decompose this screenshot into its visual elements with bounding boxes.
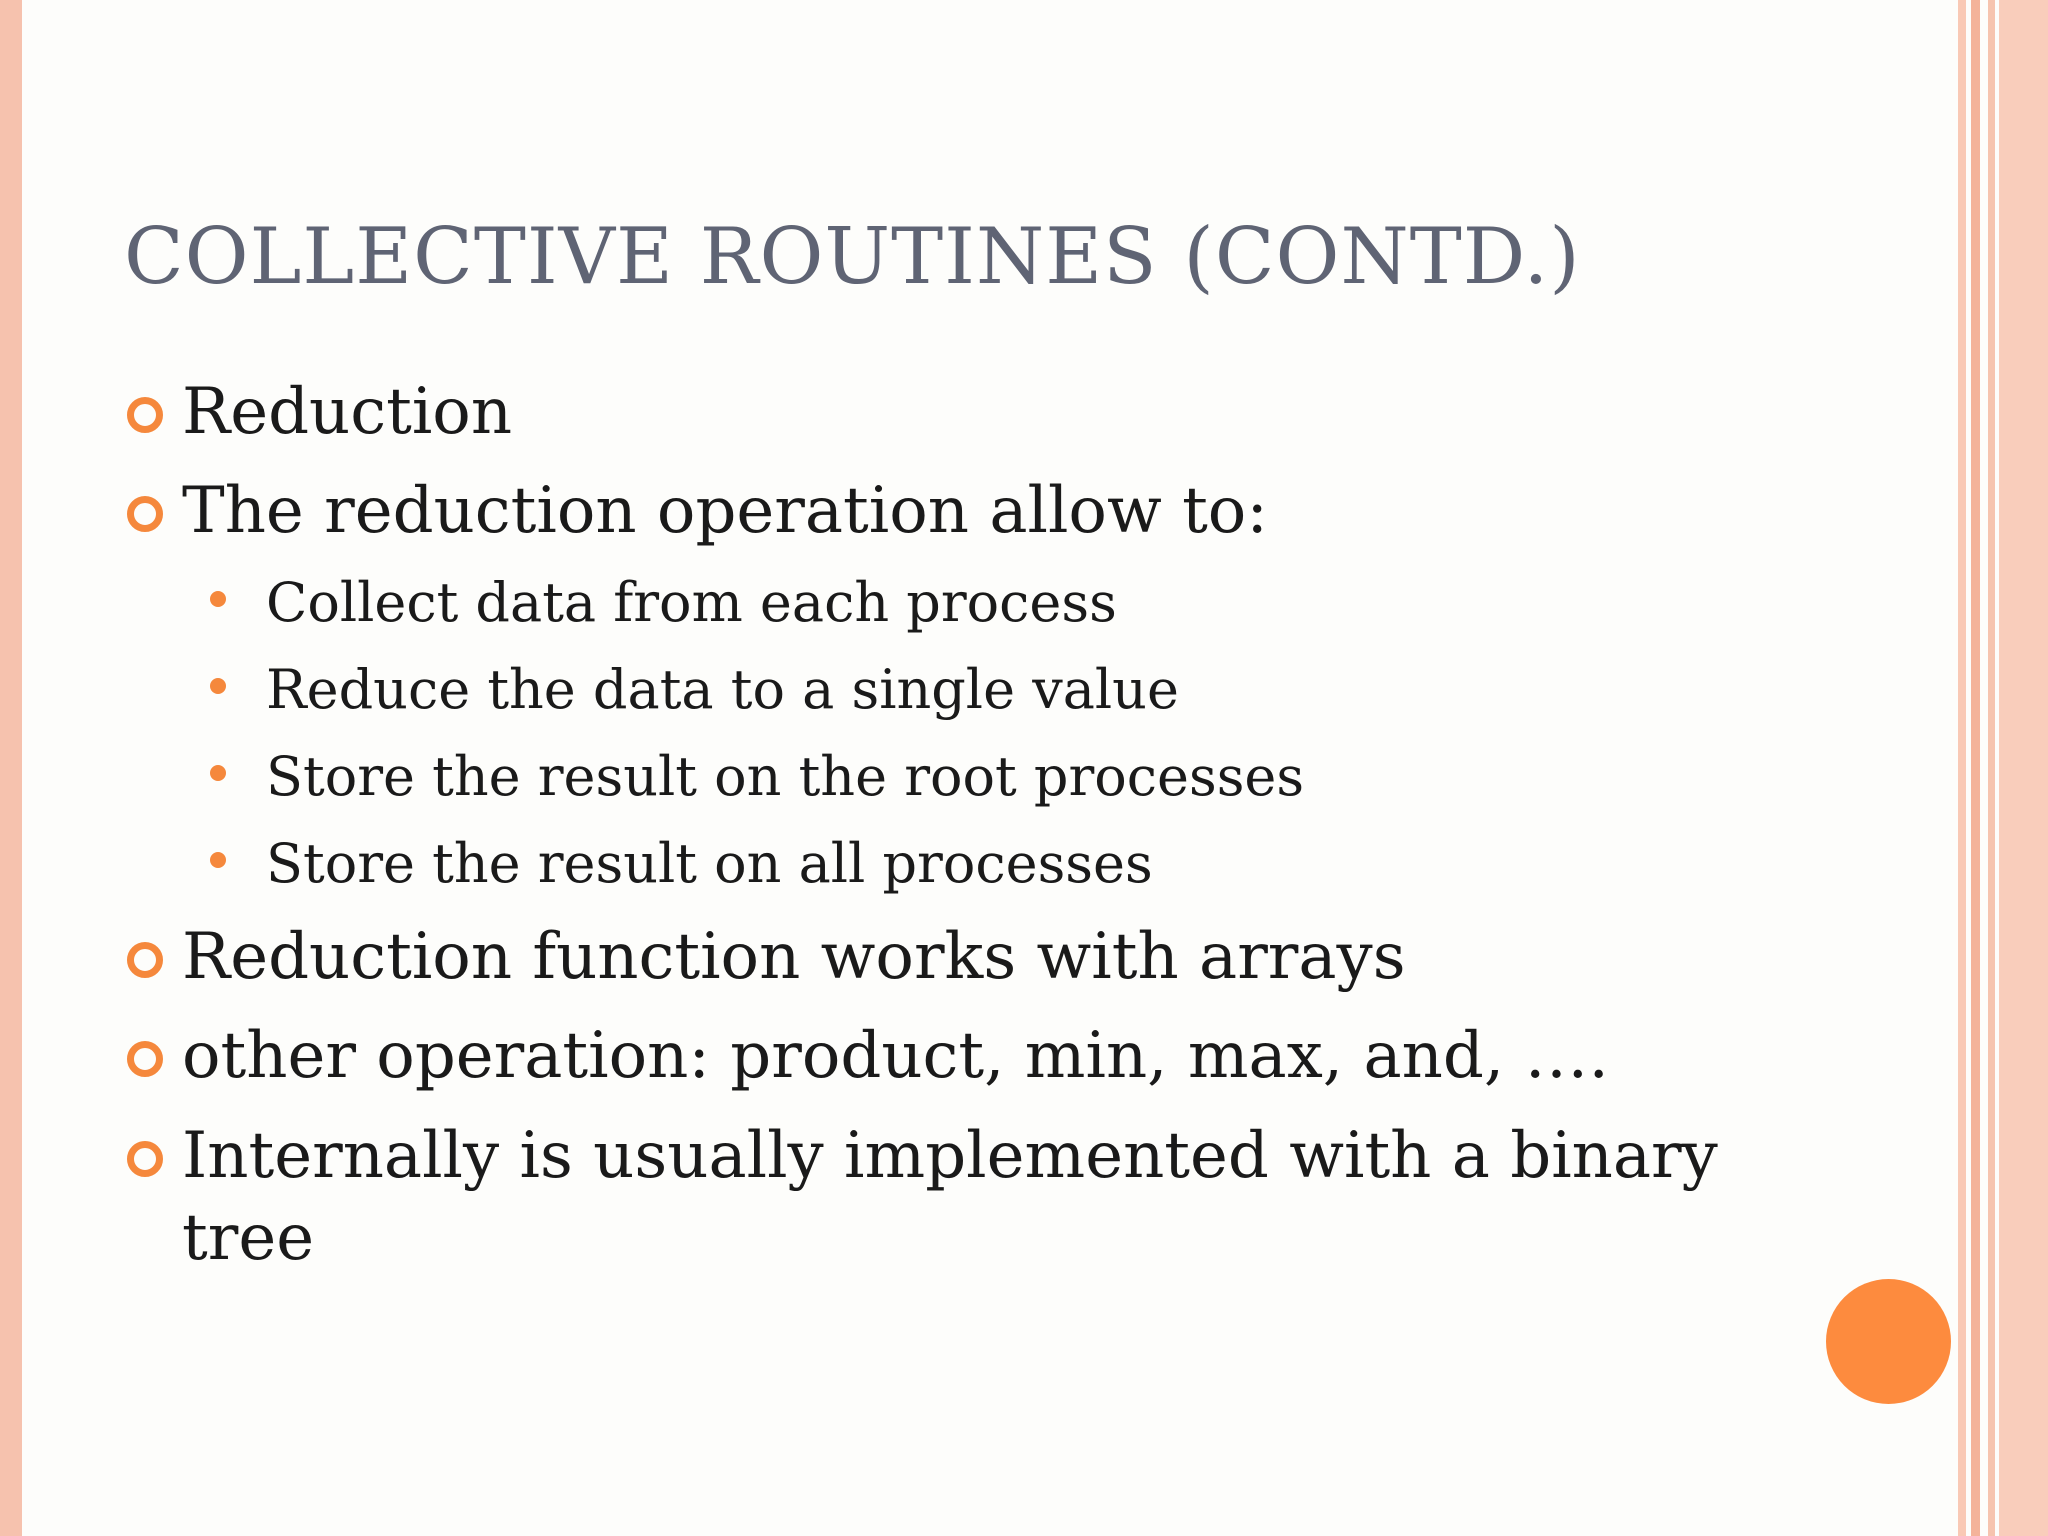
slide-title: COLLECTIVE ROUTINES (CONTD.) [124,212,1581,302]
right-stripe [1958,0,1966,1536]
dot-bullet-icon [210,765,226,781]
sub-bullet-item: Store the result on the root processes [266,745,1305,808]
dot-bullet-icon [210,852,226,868]
right-stripe [1971,0,1980,1536]
ring-bullet-icon [127,1041,163,1077]
orange-circle-decoration [1826,1279,1951,1404]
right-stripe [1999,0,2048,1536]
sub-bullet-item: Store the result on all processes [266,832,1153,895]
left-border-decoration [0,0,22,1536]
ring-bullet-icon [127,397,163,433]
bullet-item: The reduction operation allow to: [182,474,1268,548]
ring-bullet-icon [127,496,163,532]
bullet-item-line2: tree [182,1201,315,1275]
sub-bullet-item: Reduce the data to a single value [266,658,1179,721]
right-stripe [1980,0,1988,1536]
ring-bullet-icon [127,1141,163,1177]
bullet-item-line1: Internally is usually implemented with a binary [182,1119,1718,1193]
dot-bullet-icon [210,678,226,694]
right-stripe [1988,0,1995,1536]
ring-bullet-icon [127,942,163,978]
bullet-item: Reduction function works with arrays [182,920,1406,994]
dot-bullet-icon [210,591,226,607]
bullet-item: other operation: product, min, max, and, …. [182,1019,1609,1093]
bullet-item: Reduction [182,375,513,449]
sub-bullet-item: Collect data from each process [266,571,1117,634]
